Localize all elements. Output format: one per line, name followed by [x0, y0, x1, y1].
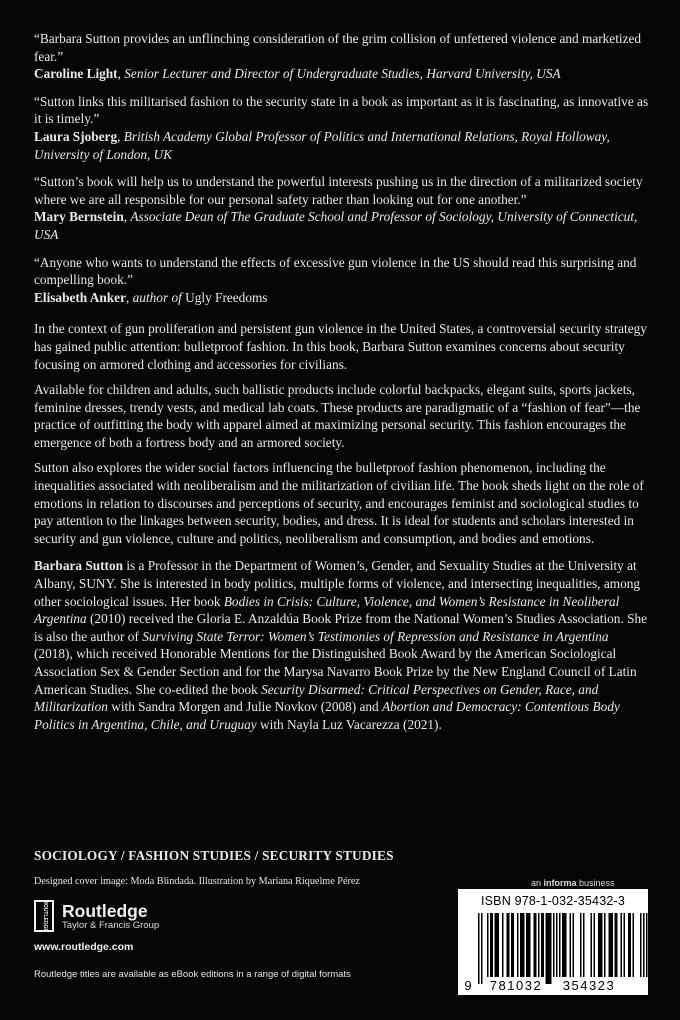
- endorsement-1: [34, 30, 650, 83]
- barcode-digits-right: 354323: [562, 978, 616, 993]
- barcode-bar: [580, 913, 582, 977]
- barcode-bars: [478, 913, 648, 984]
- barcode-bar: [598, 913, 603, 977]
- author-bio: Barbara Sutton is a Professor in the Department of Women’s, Gender, and Sexuality Studies at the University at Albany, SUNY. She is interested in body politics, multiple forms of violence, and intersecting inequalities, among other sociological issues. Her book Bodies in Crisis: Culture, Violence, and Women’s Resistance in Neoliberal Argentina (2010) received the Gloria E. Anzaldúa Book Prize from the National Women’s Studies Association. She is also the author of Surviving State Terror: Women’s Testimonies of Repression and Resistance in Argentina (2018), which received Honorable Mentions for the Distinguished Book Award by the American Sociological Association Sex & Gender Section and for the Marysa Navarro Book Prize by the New England Council of Latin American Studies. She co-edited the book Security Disarmed: Critical Perspectives on Gender, Race, and Militarization with Sandra Morgen and Julie Novkov (2008) and Abortion and Democracy: Contentious Body Politics in Argentina, Chile, and Uruguay with Nayla Luz Vacarezza (2021).: [34, 558, 648, 732]
- barcode-first-digit: 9: [464, 978, 472, 993]
- routledge-logo: [34, 900, 159, 932]
- back-cover-text: [34, 30, 650, 733]
- logo-mark-text: ROUTLEDGE: [42, 900, 48, 932]
- barcode-bar: [624, 913, 626, 977]
- endorsement-2: [34, 93, 650, 163]
- barcode-bar: [556, 913, 558, 977]
- barcode-bar: [507, 913, 510, 977]
- barcode-bar: [517, 913, 519, 977]
- publisher-website: www.routledge.com: [34, 941, 134, 953]
- barcode-bar: [633, 913, 635, 977]
- book-description: [34, 320, 650, 547]
- barcode-bar: [487, 913, 489, 977]
- barcode-bar: [559, 913, 561, 977]
- barcode-bar: [573, 913, 575, 977]
- quote-text: “Barbara Sutton provides an unflinching consideration of the grim collision of unfettered violence and marketized fear.”: [34, 31, 642, 64]
- barcode-bar: [538, 913, 540, 977]
- barcode-bar: [646, 913, 648, 977]
- quote-attribution: Mary Bernstein, Associate Dean of The Graduate School and Professor of Sociology, University of Connecticut, USA: [34, 209, 638, 242]
- ebook-note: Routledge titles are available as eBook editions in a range of digital formats: [34, 969, 351, 980]
- barcode-bar: [541, 913, 544, 977]
- barcode-bar: [526, 913, 531, 977]
- barcode-bar: [490, 913, 493, 977]
- barcode-bar: [615, 913, 618, 977]
- quote-text: “Sutton’s book will help us to understand the powerful interests pushing us in the direction of a militarized society where we are all responsible for our personal safety rather than looking out for one another.”: [34, 174, 643, 207]
- barcode-bar: [553, 913, 555, 977]
- endorsement-3: [34, 173, 650, 243]
- description-paragraph: In the context of gun proliferation and persistent gun violence in the United States, a controversial security strategy has gained public attention: bulletproof fashion. In this book, Barbara Sutton examines concerns about security focusing on armored clothing and accessories for civilians.: [34, 321, 647, 372]
- barcode-bar: [511, 913, 514, 977]
- barcode-bar: [562, 913, 567, 977]
- barcode: [458, 889, 648, 995]
- barcode-bar: [546, 913, 552, 984]
- quote-attribution: Elisabeth Anker, author of Ugly Freedoms: [34, 289, 268, 305]
- isbn-barcode-box: [458, 889, 648, 995]
- informa-tagline: an informa business: [531, 878, 615, 888]
- subject-categories: SOCIOLOGY / FASHION STUDIES / SECURITY STUDIES: [34, 848, 394, 863]
- quote-attribution: Caroline Light, Senior Lecturer and Director of Undergraduate Studies, Harvard University, USA: [34, 66, 561, 82]
- barcode-bar: [495, 913, 500, 977]
- description-paragraph: Available for children and adults, such ballistic products include colorful backpacks, elegant suits, sports jackets, feminine dresses, trendy vests, and medical lab coats. These products are paradigmatic of a “fashion of fear”—the practice of outfitting the body with apparel aimed at maximizing personal security. This fashion encourages the emergence of both a fortress body and an armored society.: [34, 382, 641, 450]
- barcode-bar: [481, 913, 483, 984]
- barcode-bar: [594, 913, 596, 977]
- barcode-bar: [478, 913, 480, 984]
- barcode-bar: [640, 913, 642, 977]
- barcode-bar: [628, 913, 631, 977]
- quote-text: “Anyone who wants to understand the effects of excessive gun violence in the US should read this surprising and compelling book.”: [34, 254, 637, 288]
- barcode-digits-left: 781032: [489, 978, 543, 993]
- barcode-bar: [609, 913, 614, 977]
- cover-credit: Designed cover image: Moda Blindada. Illustration by Mariana Riquelme Pérez: [34, 876, 360, 887]
- barcode-bar: [570, 913, 572, 977]
- barcode-bar: [643, 913, 645, 977]
- quote-attribution: Laura Sjoberg, British Academy Global Professor of Politics and International Relations, Royal Holloway, University of London, UK: [34, 128, 610, 162]
- barcode-bar: [591, 913, 593, 977]
- endorsement-4: [34, 254, 650, 307]
- barcode-bar: [583, 913, 585, 977]
- description-paragraph: Sutton also explores the wider social factors influencing the bulletproof fashion phenomenon, including the inequalities associated with neoliberalism and the militarization of civilian life. The book sheds light on the role of emotions in relation to discourses and perceptions of security, and encourages feminist and sociological studies to pay attention to the linkages between security, bodies, and dress. It is ideal for students and scholars interested in security and gun violence, culture and politics, neoliberalism and consumption, and bodies and emotions.: [34, 460, 644, 546]
- isbn-label: ISBN 978-1-032-35432-3: [480, 894, 626, 908]
- routledge-logo-icon: [34, 900, 54, 932]
- barcode-bar: [502, 913, 504, 977]
- quote-text: “Sutton links this militarised fashion to the security state in a book as important as it is fascinating, as innovative as it is timely.”: [34, 93, 649, 127]
- publisher-name: Routledge: [62, 900, 148, 921]
- barcode-bar: [604, 913, 606, 977]
- barcode-bar: [520, 913, 525, 977]
- barcode-bar: [534, 913, 537, 977]
- barcode-bar: [621, 913, 623, 977]
- publisher-group: Taylor & Francis Group: [62, 919, 160, 931]
